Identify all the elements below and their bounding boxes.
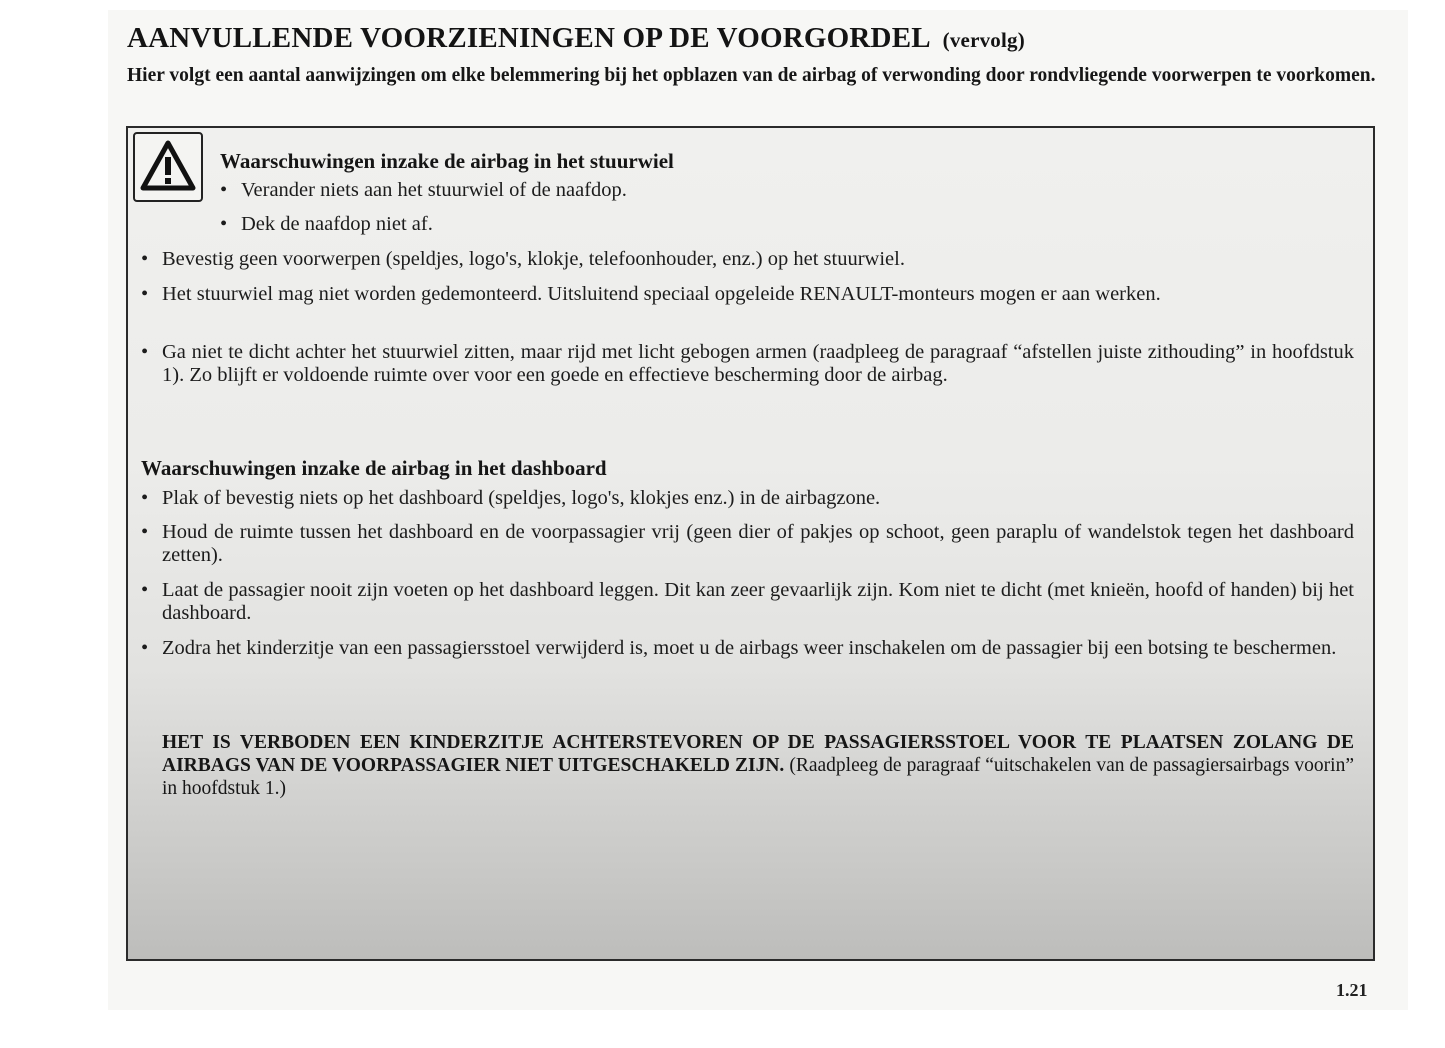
intro-paragraph: Hier volgt een aantal aanwijzingen om elke belemmering bij het opblazen van de airbag of verwonding door rondvliegende voorwerpen te voorkomen. (127, 65, 1376, 86)
dashboard-item-1-text: Plak of bevestig niets op het dashboard (speldjes, logo's, klokjes enz.) in de airbagzone. (162, 487, 881, 509)
steering-item-2-text: Dek de naafdop niet af. (241, 213, 433, 235)
warning-triangle-icon (133, 132, 203, 202)
bullet-dot: • (141, 487, 149, 509)
prohibition-reference-text: (Raadpleeg de paragraaf “uitschakelen van de passagiersairbags voorin” in hoofdstuk 1.) (162, 755, 1354, 799)
page-title-main: AANVULLENDE VOORZIENINGEN OP DE VOORGORDEL (127, 22, 930, 54)
steering-item-3-text: Bevestig geen voorwerpen (speldjes, logo's, klokje, telefoonhouder, enz.) op het stuurwiel. (162, 248, 905, 270)
bullet-dot: • (220, 179, 228, 201)
dashboard-item-4-text: Zodra het kinderzitje van een passagiersstoel verwijderd is, moet u de airbags weer inschakelen om de passagier bij een botsing te beschermen. (162, 637, 1337, 659)
steering-item-4 (141, 283, 1354, 306)
prohibition-notice (162, 731, 1354, 800)
steering-item-4-text: Het stuurwiel mag niet worden gedemonteerd. Uitsluitend speciaal opgeleide RENAULT-monteurs mogen er aan werken. (162, 283, 1161, 305)
page-title (127, 22, 1025, 55)
bullet-dot: • (141, 521, 149, 543)
bullet-dot: • (141, 283, 149, 305)
steering-item-2 (220, 213, 1341, 236)
bullet-dot: • (141, 579, 149, 601)
dashboard-section-heading: Waarschuwingen inzake de airbag in het dashboard (141, 456, 607, 480)
steering-section-heading: Waarschuwingen inzake de airbag in het stuurwiel (220, 149, 674, 173)
bullet-dot: • (141, 248, 149, 270)
dashboard-item-3 (141, 579, 1354, 625)
dashboard-item-3-text: Laat de passagier nooit zijn voeten op het dashboard leggen. Dit kan zeer gevaarlijk zijn. Kom niet te dicht (met knieën, hoofd of handen) bij het dashboard. (162, 579, 1354, 624)
dashboard-item-4 (141, 637, 1354, 660)
steering-item-1-text: Verander niets aan het stuurwiel of de naafdop. (241, 179, 627, 201)
dashboard-item-2-text: Houd de ruimte tussen het dashboard en de voorpassagier vrij (geen dier of pakjes op schoot, geen paraplu of wandelstok tegen het dashboard zetten). (162, 521, 1354, 566)
dashboard-item-1 (141, 487, 1354, 510)
page-number: 1.21 (1336, 980, 1368, 1000)
dashboard-item-2 (141, 521, 1354, 567)
bullet-dot: • (141, 637, 149, 659)
bullet-dot: • (220, 213, 228, 235)
bullet-dot: • (141, 341, 149, 363)
steering-item-3 (141, 248, 1354, 271)
steering-item-1 (220, 179, 1341, 202)
prohibition-bold-text: HET IS VERBODEN EEN KINDERZITJE ACHTERSTEVOREN OP DE PASSAGIERSSTOEL VOOR TE PLAATSEN ZOLANG DE AIRBAGS VAN DE VOORPASSAGIER NIET UITGESCHAKELD ZIJN. (162, 732, 1354, 776)
steering-item-5-text: Ga niet te dicht achter het stuurwiel zitten, maar rijd met licht gebogen armen (raadpleeg de paragraaf “afstellen juiste zithouding” in hoofdstuk 1). Zo blijft er voldoende ruimte over voor een goede en effectieve bescherming door de airbag. (162, 341, 1354, 386)
steering-item-5 (141, 341, 1354, 387)
page-title-suffix: (vervolg) (942, 28, 1025, 52)
